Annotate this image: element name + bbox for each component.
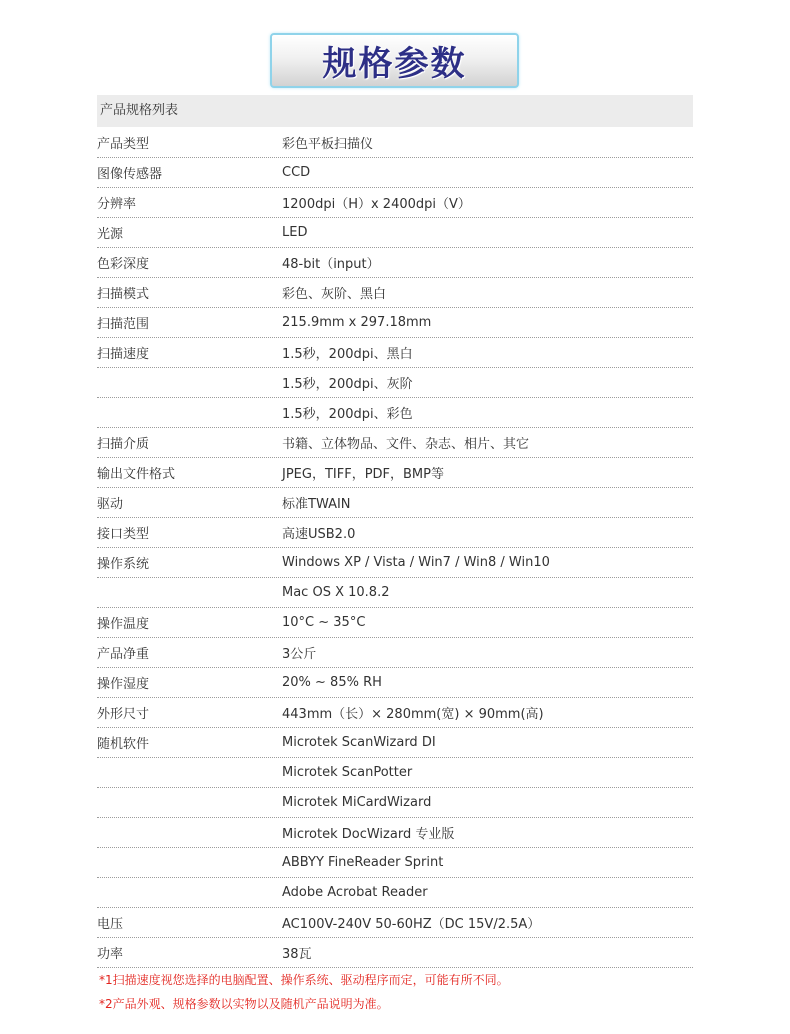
spec-label: 输出文件格式 <box>97 467 176 482</box>
spec-label: 接口类型 <box>97 527 150 542</box>
spec-value: 高速USB2.0 <box>282 527 356 542</box>
spec-value: 10°C ~ 35°C <box>282 615 366 630</box>
spec-value: 1.5秒，200dpi、黑白 <box>282 347 413 362</box>
spec-label: 外形尺寸 <box>97 707 150 722</box>
spec-row <box>97 878 693 908</box>
spec-row <box>97 158 693 188</box>
spec-value: 38瓦 <box>282 947 312 962</box>
spec-label: 扫描模式 <box>97 287 150 302</box>
spec-row <box>97 638 693 668</box>
spec-value: Microtek MiCardWizard <box>282 795 432 810</box>
spec-value: 彩色、灰阶、黑白 <box>282 287 387 302</box>
spec-row <box>97 218 693 248</box>
spec-value: Microtek ScanPotter <box>282 765 413 780</box>
spec-list-header: 产品规格列表 <box>97 95 693 127</box>
spec-value: 215.9mm x 297.18mm <box>282 315 432 330</box>
banner-title: 规格参数 <box>322 44 467 84</box>
spec-banner <box>270 33 519 88</box>
spec-row <box>97 278 693 308</box>
footnotes <box>99 970 719 1018</box>
spec-label: 色彩深度 <box>97 257 150 272</box>
spec-label: 扫描范围 <box>97 317 150 332</box>
spec-label: 分辨率 <box>97 197 137 212</box>
spec-value: 20% ~ 85% RH <box>282 675 382 690</box>
spec-value: AC100V-240V 50-60HZ（DC 15V/2.5A） <box>282 917 541 932</box>
spec-row <box>97 248 693 278</box>
spec-value: 1.5秒，200dpi、灰阶 <box>282 377 413 392</box>
spec-row <box>97 398 693 428</box>
spec-row <box>97 488 693 518</box>
spec-row <box>97 818 693 848</box>
spec-table <box>97 128 693 968</box>
spec-label: 光源 <box>97 227 124 242</box>
spec-value: Adobe Acrobat Reader <box>282 885 428 900</box>
spec-value: ABBYY FineReader Sprint <box>282 855 444 870</box>
spec-value: Microtek ScanWizard DI <box>282 735 436 750</box>
spec-value: 443mm（长）× 280mm(宽) × 90mm(高) <box>282 707 544 722</box>
spec-row <box>97 848 693 878</box>
spec-value: 48-bit（input） <box>282 257 380 272</box>
spec-label: 图像传感器 <box>97 167 163 182</box>
spec-label: 功率 <box>97 947 124 962</box>
spec-label: 操作温度 <box>97 617 150 632</box>
spec-value: JPEG，TIFF，PDF，BMP等 <box>282 467 444 482</box>
spec-row <box>97 908 693 938</box>
spec-label: 操作湿度 <box>97 677 150 692</box>
spec-row <box>97 938 693 968</box>
spec-row <box>97 788 693 818</box>
spec-row <box>97 128 693 158</box>
spec-row <box>97 548 693 578</box>
spec-row <box>97 668 693 698</box>
footnote: *2产品外观、规格参数以实物以及随机产品说明为准。 <box>99 997 389 1011</box>
spec-row <box>97 698 693 728</box>
spec-value: LED <box>282 225 308 240</box>
spec-value: 3公斤 <box>282 647 317 662</box>
spec-value: 标准TWAIN <box>282 497 351 512</box>
footnote: *1扫描速度视您选择的电脑配置、操作系统、驱动程序而定，可能有所不同。 <box>99 973 509 987</box>
spec-row <box>97 308 693 338</box>
spec-label: 产品类型 <box>97 137 150 152</box>
spec-label: 随机软件 <box>97 737 150 752</box>
spec-row <box>97 728 693 758</box>
spec-value: Windows XP / Vista / Win7 / Win8 / Win10 <box>282 555 550 570</box>
spec-row <box>97 578 693 608</box>
spec-value: 1200dpi（H）x 2400dpi（V） <box>282 197 471 212</box>
spec-row <box>97 458 693 488</box>
spec-value: 1.5秒，200dpi、彩色 <box>282 407 413 422</box>
spec-row <box>97 758 693 788</box>
spec-value: CCD <box>282 165 311 180</box>
spec-value: 彩色平板扫描仪 <box>282 137 374 152</box>
spec-row <box>97 428 693 458</box>
spec-row <box>97 518 693 548</box>
spec-label: 扫描速度 <box>97 347 150 362</box>
spec-label: 扫描介质 <box>97 437 150 452</box>
spec-row <box>97 338 693 368</box>
spec-label: 电压 <box>97 917 124 932</box>
spec-row <box>97 188 693 218</box>
spec-value: Mac OS X 10.8.2 <box>282 585 390 600</box>
spec-label: 操作系统 <box>97 557 150 572</box>
spec-label: 产品净重 <box>97 647 150 662</box>
spec-value: Microtek DocWizard 专业版 <box>282 827 455 842</box>
spec-label: 驱动 <box>97 497 124 512</box>
spec-row <box>97 368 693 398</box>
spec-row <box>97 608 693 638</box>
spec-value: 书籍、立体物品、文件、杂志、相片、其它 <box>282 437 530 452</box>
